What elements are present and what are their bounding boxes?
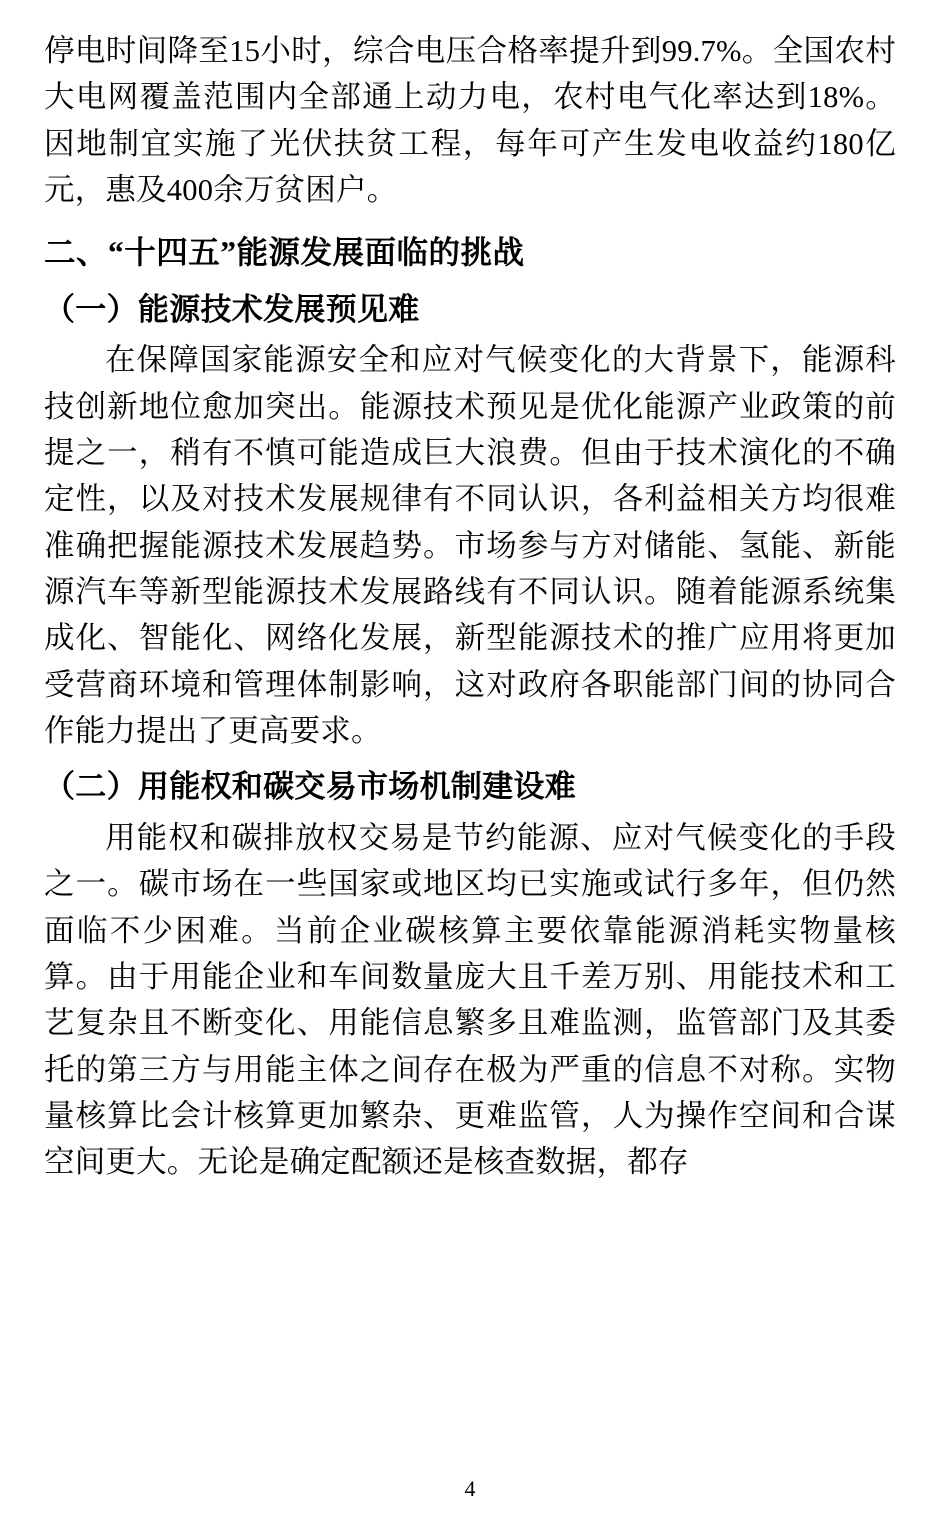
page-number: 4 bbox=[464, 1476, 476, 1501]
section-heading-challenges: 二、“十四五”能源发展面临的挑战 bbox=[44, 235, 525, 271]
paragraph-continued: 停电时间降至15小时，综合电压合格率提升到99.7%。全国农村大电网覆盖范围内全部通上动力电，农村电气化率达到18%。因地制宜实施了光伏扶贫工程，每年可产生发电收益约180亿元，惠及400余万贫困户。 bbox=[44, 34, 896, 208]
paragraph-carbon-trading: 用能权和碳排放权交易是节约能源、应对气候变化的手段之一。碳市场在一些国家或地区均已实施或试行多年，但仍然面临不少困难。当前企业碳核算主要依靠能源消耗实物量核算。由于用能企业和车间数量庞大且千差万别、用能技术和工艺复杂且不断变化、用能信息繁多且难监测，监管部门及其委托的第三方与用能主体之间存在极为严重的信息不对称。实物量核算比会计核算更加繁杂、更难监管，人为操作空间和合谋空间更大。无论是确定配额还是核查数据，都存 bbox=[44, 820, 896, 1180]
subheading-carbon-trading-mechanism: （二）用能权和碳交易市场机制建设难 bbox=[44, 769, 577, 805]
subheading-energy-technology-foresight: （一）能源技术发展预见难 bbox=[44, 291, 420, 327]
paragraph-energy-technology: 在保障国家能源安全和应对气候变化的大背景下，能源科技创新地位愈加突出。能源技术预见是优化能源产业政策的前提之一，稍有不慎可能造成巨大浪费。但由于技术演化的不确定性，以及对技术发展规律有不同认识，各利益相关方均很难准确把握能源技术发展趋势。市场参与方对储能、氢能、新能源汽车等新型能源技术发展路线有不同认识。随着能源系统集成化、智能化、网络化发展，新型能源技术的推广应用将更加受营商环境和管理体制影响，这对政府各职能部门间的协同合作能力提出了更高要求。 bbox=[44, 343, 896, 749]
